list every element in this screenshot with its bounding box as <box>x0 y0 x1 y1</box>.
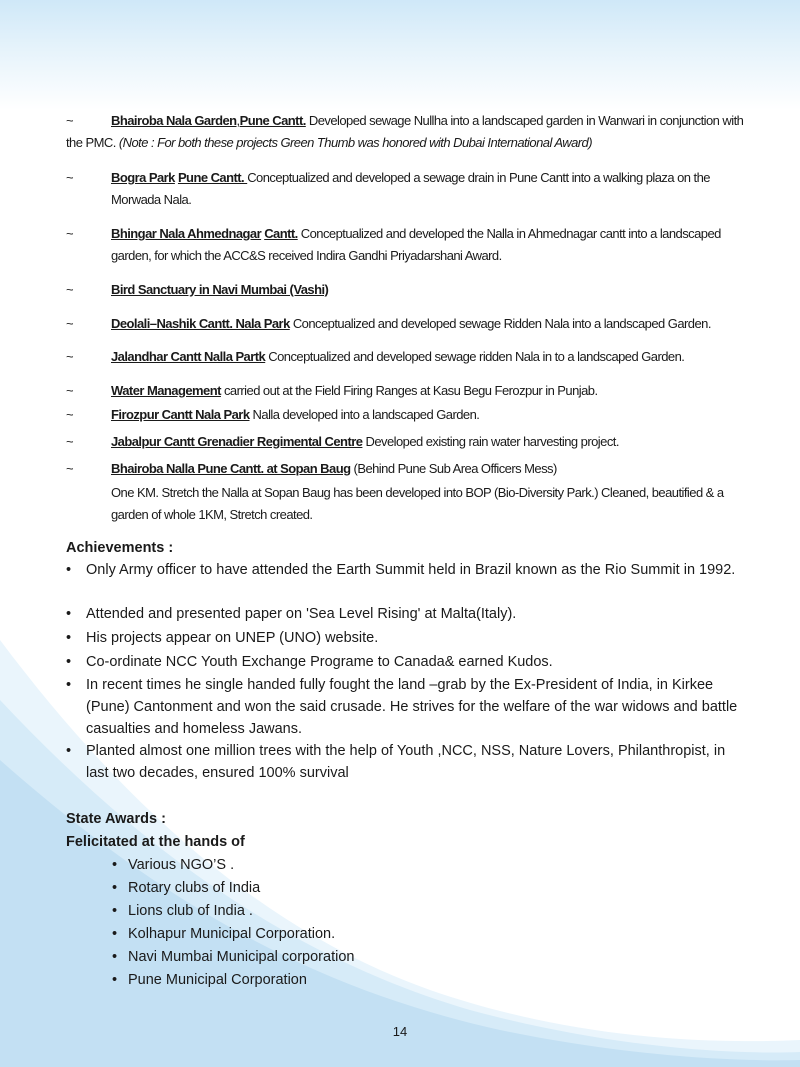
project-entry <box>66 167 746 211</box>
project-title: Jalandhar Cantt Nalla Partk <box>111 349 266 364</box>
project-title: Bhingar Nala Ahmednagar <box>111 226 262 241</box>
bullet: • <box>66 630 72 646</box>
achievement-text: Planted almost one million trees with the help of Youth ,NCC, NSS, Nature Lovers, Philanthropist, in last two decades, ensured 100% survival <box>86 743 726 781</box>
tilde-marker: ~ <box>66 170 74 185</box>
bullet: • <box>112 972 118 988</box>
project-title: Water Management <box>111 383 221 398</box>
bullet: • <box>112 880 118 896</box>
achievement-item <box>66 674 746 740</box>
project-description: Conceptualized and developed the Nalla in Ahmednagar cantt into a landscaped garden, for which the ACC&S received Indira Gandhi Priyadarshani Award. <box>111 226 721 263</box>
project-detail: One KM. Stretch the Nalla at Sopan Baug has been developed into BOP (Bio-Diversity Park.) Cleaned, beautified & a garden of whole 1KM, Stretch created. <box>111 485 724 522</box>
project-description: Developed sewage Nullha into a landscaped garden in Wanwari in conjunction with the PMC. <box>66 113 744 150</box>
achievement-text: Only Army officer to have attended the Earth Summit held in Brazil known as the Rio Summit in 1992. <box>86 562 736 578</box>
achievement-item <box>66 740 746 784</box>
bullet: • <box>66 562 72 578</box>
project-description: Conceptualized and developed a sewage drain in Pune Cantt into a walking plaza on the Morwada Nala. <box>111 170 710 207</box>
achievements-heading: Achievements : <box>66 540 174 556</box>
award-text: Kolhapur Municipal Corporation. <box>128 926 336 942</box>
bullet: • <box>66 606 72 622</box>
project-entry <box>66 279 746 301</box>
achievement-text: In recent times he single handed fully fought the land –grab by the Ex-President of India, in Kirkee (Pune) Cantonment and won the said crusade. He strives for the welfare of the war widows and battle casualties and homeless Jawans. <box>86 677 738 737</box>
award-text: Pune Municipal Corporation <box>128 972 307 988</box>
project-entry <box>66 404 746 426</box>
project-note: (Note : For both these projects Green Thumb was honored with Dubai International Award) <box>118 135 593 150</box>
achievement-item <box>66 627 746 649</box>
tilde-marker: ~ <box>66 226 74 241</box>
tilde-marker: ~ <box>66 461 74 476</box>
title-separator: , <box>236 113 240 128</box>
achievement-text: Attended and presented paper on 'Sea Level Rising' at Malta(Italy). <box>86 606 517 622</box>
state-awards-heading: State Awards : <box>66 811 166 827</box>
bullet: • <box>112 926 118 942</box>
bullet: • <box>66 677 72 693</box>
project-title: Bhairoba Nala Garden <box>111 113 237 128</box>
award-text: Various NGO’S . <box>128 857 235 873</box>
award-item <box>112 901 253 921</box>
achievement-item <box>66 651 746 673</box>
award-item <box>112 970 307 990</box>
project-entry <box>66 431 746 453</box>
project-location: Pune Cantt. <box>177 170 248 185</box>
project-title: Jabalpur Cantt Grenadier Regimental Centre <box>111 434 363 449</box>
bullet: • <box>112 903 118 919</box>
tilde-marker: ~ <box>66 282 74 297</box>
project-entry <box>66 313 746 335</box>
project-entry <box>66 380 746 402</box>
project-entry <box>66 110 746 154</box>
achievement-item <box>66 603 746 625</box>
project-location: Cantt. <box>264 226 298 241</box>
award-item <box>112 878 260 898</box>
bullet: • <box>66 743 72 759</box>
tilde-marker: ~ <box>66 316 74 331</box>
achievement-text: Co-ordinate NCC Youth Exchange Programe to Canada& earned Kudos. <box>86 654 553 670</box>
project-description: Developed existing rain water harvesting project. <box>362 434 619 449</box>
award-text: Lions club of India . <box>128 903 253 919</box>
project-description: (Behind Pune Sub Area Officers Mess) <box>350 461 557 476</box>
bullet: • <box>66 654 72 670</box>
award-item <box>112 924 335 944</box>
project-description: Conceptualized and developed sewage ridden Nala in to a landscaped Garden. <box>265 349 685 364</box>
tilde-marker: ~ <box>66 434 74 449</box>
achievement-item <box>66 559 746 581</box>
page-number: 14 <box>392 1024 408 1039</box>
award-text: Rotary clubs of India <box>128 880 261 896</box>
tilde-marker: ~ <box>66 407 74 422</box>
tilde-marker: ~ <box>66 383 74 398</box>
felicitated-subheading: Felicitated at the hands of <box>66 834 245 850</box>
project-description: Conceptualized and developed sewage Ridden Nala into a landscaped Garden. <box>289 316 711 331</box>
project-title: Firozpur Cantt Nala Park <box>111 407 250 422</box>
award-text: Navi Mumbai Municipal corporation <box>128 949 355 965</box>
project-entry <box>66 346 746 368</box>
achievement-text: His projects appear on UNEP (UNO) website. <box>86 630 379 646</box>
project-title: Bogra Park <box>111 170 175 185</box>
project-location: Pune Cantt. <box>239 113 306 128</box>
project-title: Bhairoba Nalla Pune Cantt. at Sopan Baug <box>111 461 351 476</box>
tilde-marker: ~ <box>66 349 74 364</box>
bullet: • <box>112 949 118 965</box>
project-title: Deolali–Nashik Cantt. Nala Park <box>111 316 290 331</box>
award-item <box>112 855 234 875</box>
award-item <box>112 947 354 967</box>
project-title: Bird Sanctuary in Navi Mumbai (Vashi) <box>111 282 329 297</box>
tilde-marker: ~ <box>66 113 74 128</box>
project-entry <box>66 458 746 526</box>
project-entry <box>66 223 746 267</box>
project-description: carried out at the Field Firing Ranges at Kasu Begu Ferozpur in Punjab. <box>220 383 598 398</box>
project-description: Nalla developed into a landscaped Garden. <box>249 407 480 422</box>
bullet: • <box>112 857 118 873</box>
